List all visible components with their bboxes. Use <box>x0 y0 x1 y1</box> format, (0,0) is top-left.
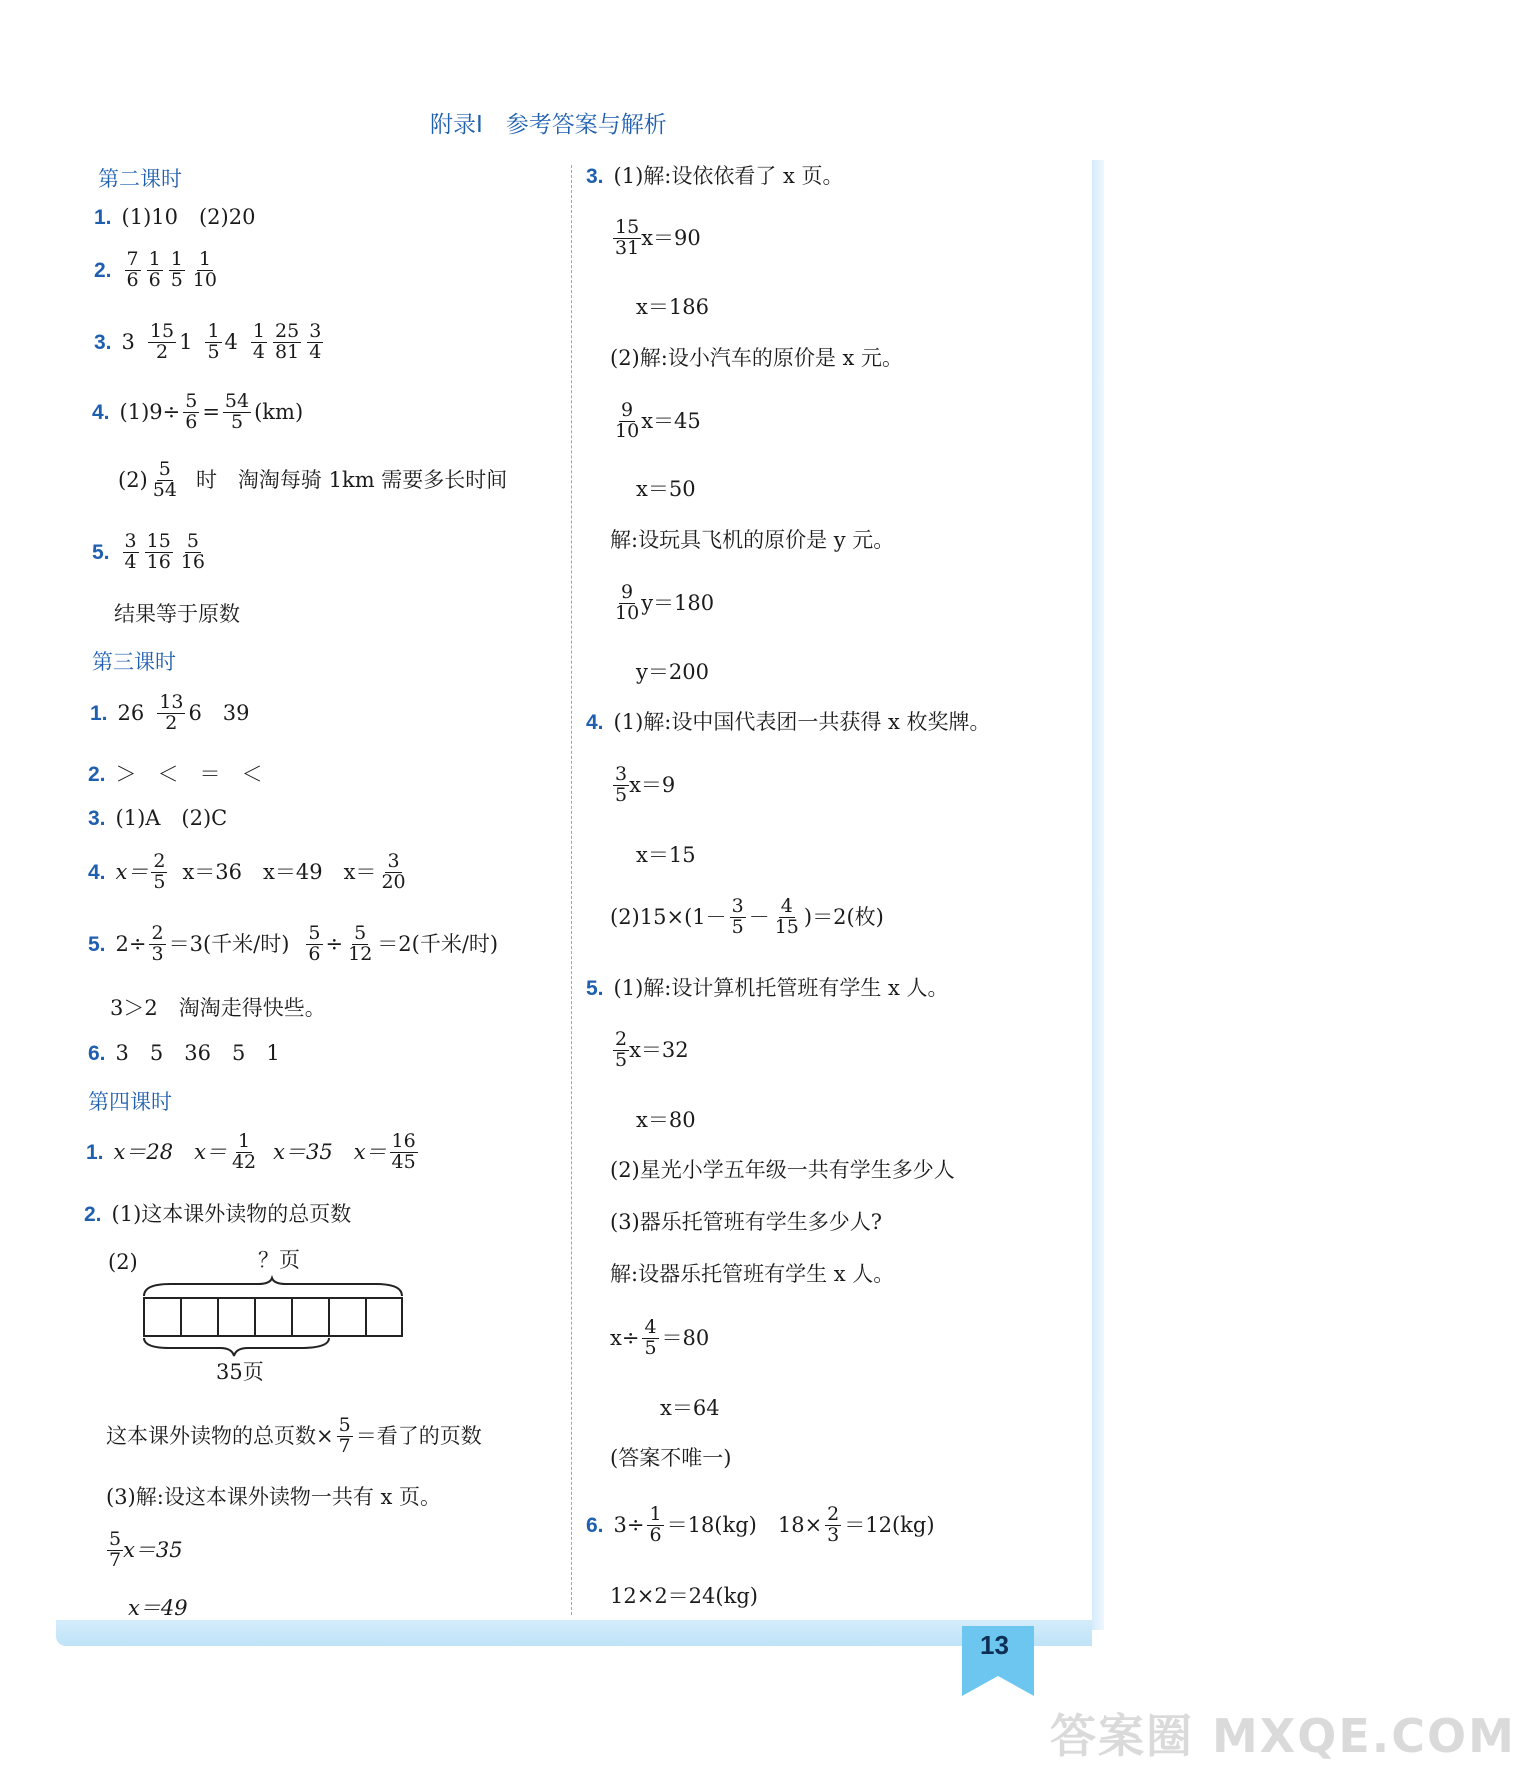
expr: x＝32 <box>629 1037 689 1062</box>
fraction: 2 5 <box>153 850 166 893</box>
answer-text: (3)器乐托管班有学生多少人? <box>610 1210 883 1234</box>
expr: x＝45 <box>641 408 701 433</box>
column-divider <box>571 165 572 1615</box>
expr: ＝12(kg) <box>844 1512 935 1537</box>
answer-l3-1 <box>90 693 260 734</box>
expr: (2)15×(1－ <box>610 904 727 929</box>
fraction: $\frac{5}{6}$ <box>308 922 321 965</box>
expr: x＝90 <box>641 225 701 250</box>
answer-l4-2-relation <box>106 1416 492 1457</box>
expr: )＝2(枚) <box>803 904 884 929</box>
answer-text: (2)解:设小汽车的原价是 x 元。 <box>610 346 904 370</box>
equation-result: y＝200 <box>636 660 709 684</box>
value: 4 <box>224 329 238 354</box>
expr: x÷ <box>610 1325 640 1350</box>
expr: ÷ <box>325 931 344 956</box>
value: 1 <box>179 329 193 354</box>
answer-l3-6 <box>88 1043 290 1064</box>
answer-4 <box>92 392 313 433</box>
expr: x＝35 x＝ <box>273 1139 387 1164</box>
equation-result: x＝15 <box>636 843 696 867</box>
fraction: $\frac{2}{3}$ <box>827 1503 840 1546</box>
fraction: $\frac{4}{5}$ <box>644 1316 657 1359</box>
item-number: 6. <box>88 1042 106 1065</box>
expr: x＝ <box>115 859 149 884</box>
page-edge-shadow <box>1092 160 1104 1630</box>
answer-3 <box>94 322 326 363</box>
answer-text: 解:设器乐托管班有学生 x 人。 <box>610 1262 895 1286</box>
footer-band <box>56 1620 1092 1646</box>
expr: ＝3(千米/时) <box>168 931 290 956</box>
fraction: 7 6 <box>126 248 139 291</box>
page-header: 附录Ⅰ 参考答案与解析 <box>430 112 667 138</box>
fraction: 15 31 <box>615 216 640 259</box>
fraction: 5 16 <box>180 530 205 573</box>
expr: ＝2(千米/时) <box>377 931 499 956</box>
fraction: 13 2 <box>159 691 184 734</box>
expr: 这本课外读物的总页数× <box>106 1423 334 1448</box>
answer-l3-4 <box>88 852 411 893</box>
answer-r6 <box>586 1505 945 1546</box>
answer-text: 时 淘淘每骑 1km 需要多长时间 <box>195 467 508 492</box>
equation-result: x＝49 <box>128 1596 188 1620</box>
expr: 2÷ <box>115 931 147 956</box>
expr: x＝9 <box>629 772 676 797</box>
item-number: 1. <box>90 701 108 725</box>
watermark: 答案圈 MXQE.COM <box>1050 1709 1516 1763</box>
fraction: 5 54 <box>152 458 177 501</box>
item-number: 3. <box>88 807 106 830</box>
fraction: $\frac{5}{6}$ <box>185 390 198 433</box>
fraction: 1 5 <box>170 248 183 291</box>
fraction: 3 5 <box>615 763 628 806</box>
answer-text: (1)解:设计算机托管班有学生 x 人。 <box>613 976 949 1000</box>
answer-note: (答案不唯一) <box>610 1446 732 1470</box>
fraction: 3 4 <box>124 530 137 573</box>
answer-l3-3 <box>88 808 237 829</box>
fraction: 16 45 <box>391 1130 416 1173</box>
top-brace <box>144 1278 402 1296</box>
equation <box>610 401 711 442</box>
answer-4-part2 <box>118 460 517 501</box>
item-number: 3. <box>586 165 604 188</box>
equation <box>610 1318 719 1359</box>
bar-outline <box>144 1298 402 1336</box>
fraction: 3 5 <box>731 895 744 938</box>
item-number: 6. <box>586 1513 604 1537</box>
fraction: 2 5 <box>615 1028 628 1071</box>
value: 6 39 <box>188 700 250 725</box>
value: 3 <box>121 329 135 354</box>
fraction: 5 7 <box>109 1528 122 1571</box>
equation <box>610 218 711 259</box>
answer-l3-5 <box>88 924 508 965</box>
fraction: $\frac{2}{3}$ <box>151 922 164 965</box>
section-title-lesson4: 第四课时 <box>88 1090 172 1114</box>
expr: x＝36 x＝49 x＝ <box>182 859 377 884</box>
equation <box>104 1530 193 1571</box>
equation-result: x＝64 <box>660 1396 720 1420</box>
equation-result: x＝50 <box>636 477 696 501</box>
diagram-top-label: ？页 <box>258 1248 300 1272</box>
fraction: 1 5 <box>207 320 220 363</box>
fraction: 1 42 <box>231 1130 257 1173</box>
item-number: 2. <box>84 1203 102 1226</box>
answer-text: (2)星光小学五年级一共有学生多少人 <box>610 1158 955 1182</box>
item-number: 2. <box>88 763 106 786</box>
item-number: 5. <box>88 932 106 956</box>
fraction: $\frac{5}{12}$ <box>348 922 373 965</box>
section-title-lesson2: 第二课时 <box>98 167 182 191</box>
page-number: 13 <box>980 1630 1009 1660</box>
answer-2 <box>94 250 222 291</box>
expr: (2) <box>118 467 148 492</box>
item-number: 1. <box>94 206 112 229</box>
fraction: 1 6 <box>148 248 161 291</box>
answer-r4 <box>586 712 1001 733</box>
equation-result: 12×2＝24(kg) <box>610 1584 758 1608</box>
item-number: 2. <box>94 258 112 282</box>
fraction: 15 16 <box>146 530 171 573</box>
equation-result: x＝80 <box>636 1108 696 1132</box>
segment-diagram <box>140 1280 410 1370</box>
fraction: 9 10 <box>615 581 640 624</box>
equation <box>610 583 724 624</box>
item-number: 4. <box>586 711 604 734</box>
answer-text: (1)解:设依依看了 x 页。 <box>613 164 844 188</box>
fraction: 25 81 <box>275 320 300 363</box>
answer-text: (1)10 (2)20 <box>121 205 256 229</box>
expr: = <box>202 399 220 424</box>
answer-5-note: 结果等于原数 <box>114 602 240 626</box>
expr: ＝80 <box>661 1325 710 1350</box>
expr: 3÷ <box>613 1512 645 1537</box>
fraction: 1 10 <box>192 248 217 291</box>
fraction: 15 2 <box>149 320 175 363</box>
fraction: 9 10 <box>615 399 640 442</box>
answer-r5 <box>586 978 959 999</box>
answer-1 <box>94 207 265 228</box>
answer-l4-1 <box>86 1132 421 1173</box>
answer-l3-5-note: 3＞2 淘淘走得快些。 <box>110 996 326 1020</box>
fraction: 3 4 <box>309 320 322 363</box>
expr: x＝35 <box>123 1537 183 1562</box>
expr: ＝看了的页数 <box>355 1423 482 1448</box>
diagram-bottom-label: 35页 <box>216 1360 264 1384</box>
fraction: 3 20 <box>381 850 406 893</box>
item-number: 5. <box>92 540 110 564</box>
fraction: $\frac{1}{6}$ <box>649 1503 662 1546</box>
item-number: 1. <box>86 1140 104 1164</box>
item-number: 5. <box>586 977 604 1000</box>
expr: y＝180 <box>641 590 715 615</box>
answer-r4-part2 <box>610 897 894 938</box>
section-title-lesson3: 第三课时 <box>92 650 176 674</box>
item-number: 3. <box>94 330 112 354</box>
answer-text: (1)A (2)C <box>115 806 228 830</box>
expr: － <box>748 904 770 929</box>
part-label: (2) <box>108 1250 138 1274</box>
fraction: 1 4 <box>252 320 266 363</box>
answer-r3 <box>586 166 854 187</box>
item-number: 4. <box>92 400 110 424</box>
bottom-brace <box>144 1338 329 1356</box>
answer-l4-2-part3: (3)解:设这本课外读物一共有 x 页。 <box>106 1485 442 1509</box>
equation <box>610 1030 699 1071</box>
value: 26 <box>117 700 145 725</box>
answer-l4-2 <box>84 1204 361 1225</box>
equation <box>610 765 685 806</box>
answer-text: 3 5 36 5 1 <box>115 1041 280 1065</box>
item-number: 4. <box>88 860 106 884</box>
answer-l3-2 <box>88 764 273 785</box>
answer-text: (1)这本课外读物的总页数 <box>111 1202 352 1226</box>
expr: (1)9÷ <box>119 399 181 424</box>
expr: x＝28 x＝ <box>113 1139 227 1164</box>
answer-5 <box>92 532 210 573</box>
fraction: $\frac{5}{7}$ <box>338 1414 351 1457</box>
fraction: 4 15 <box>774 895 799 938</box>
answer-text: ＞ ＜ ＝ ＜ <box>115 762 263 786</box>
fraction: $\frac{54}{5}$ <box>224 390 250 433</box>
unit: (km) <box>254 399 304 424</box>
answer-text: (1)解:设中国代表团一共获得 x 枚奖牌。 <box>613 710 991 734</box>
answer-text: 解:设玩具飞机的原价是 y 元。 <box>610 528 895 552</box>
equation-result: x＝186 <box>636 295 709 319</box>
expr: ＝18(kg) 18× <box>666 1512 823 1537</box>
